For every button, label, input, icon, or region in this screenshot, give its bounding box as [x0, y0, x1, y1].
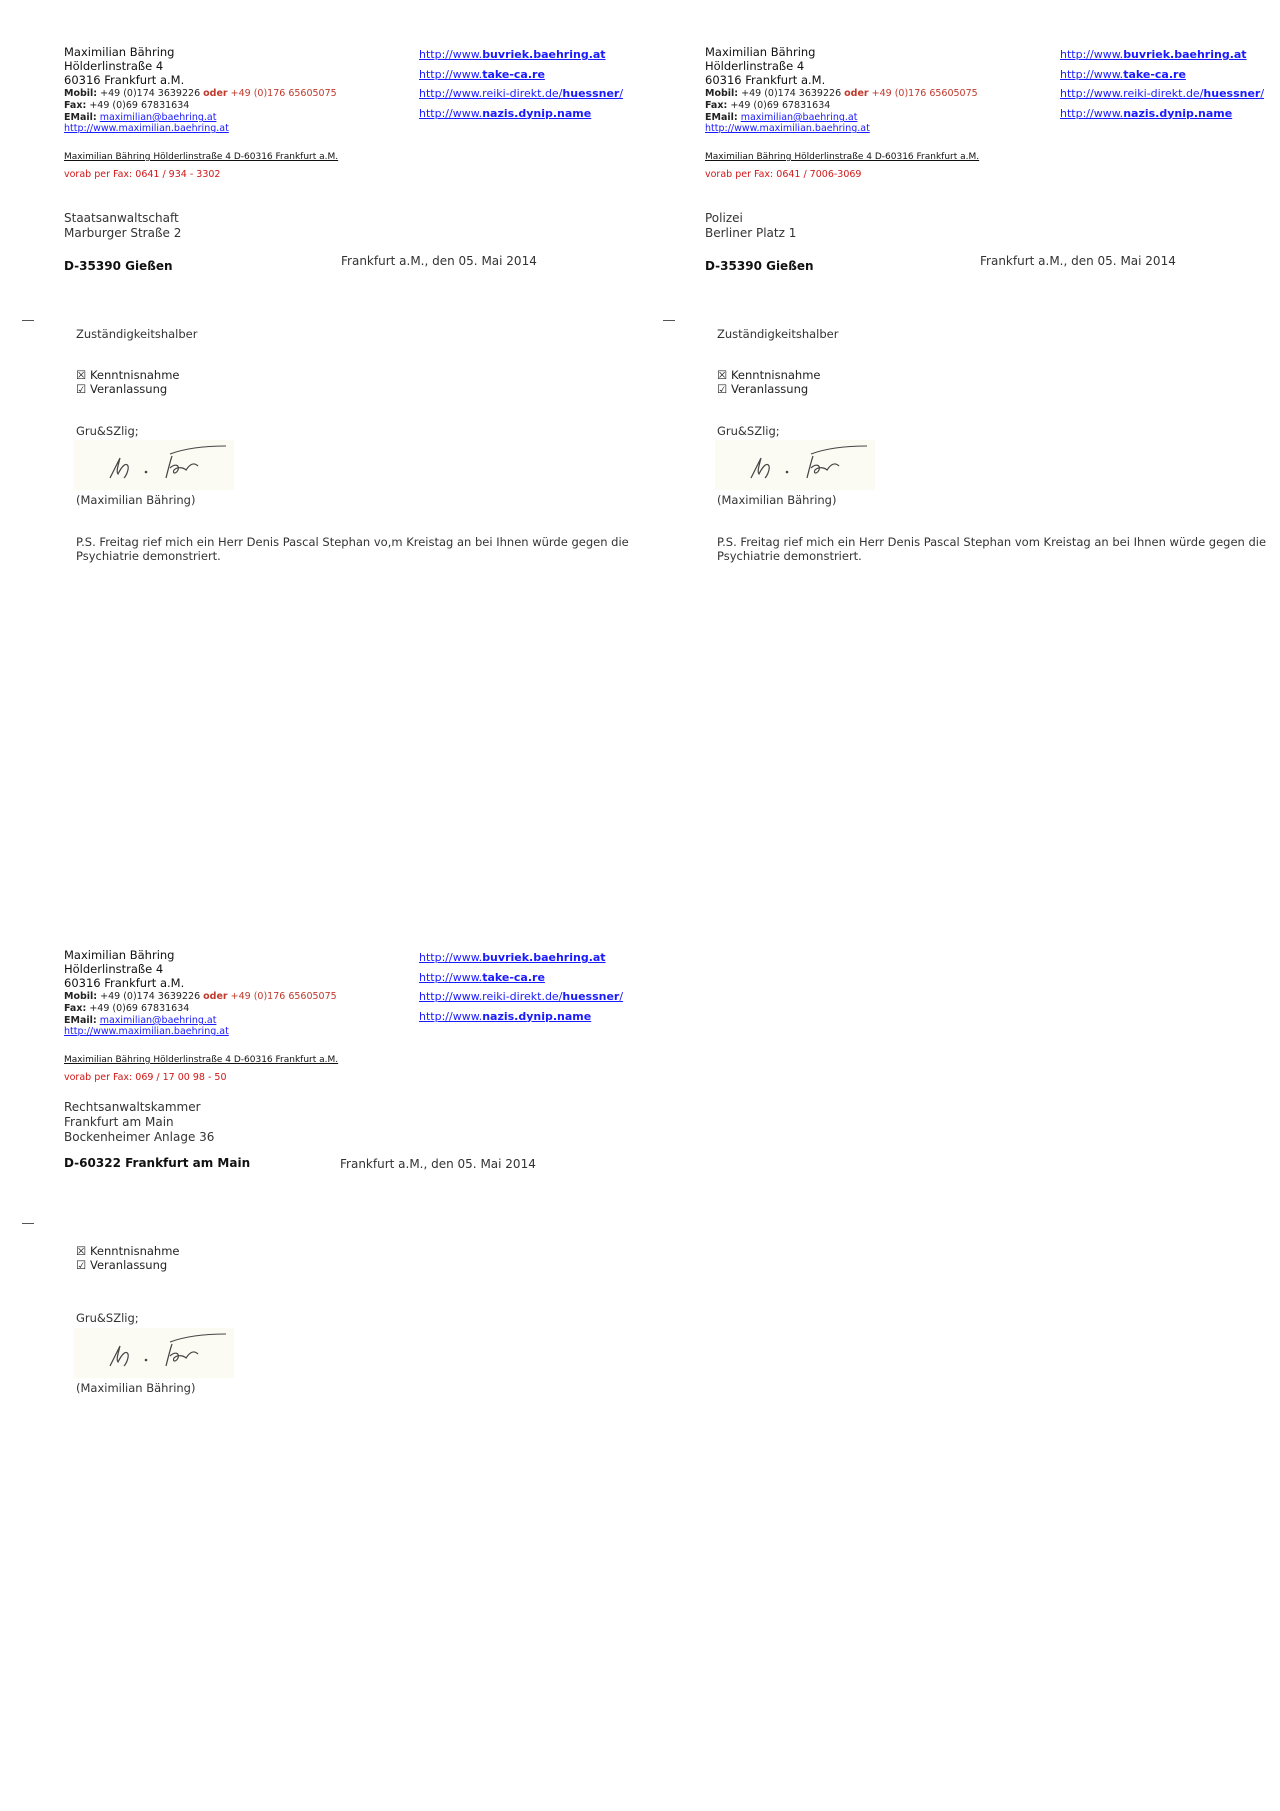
- sender-name: Maximilian Bähring: [705, 45, 816, 59]
- ps-line-2: Psychiatrie demonstriert.: [76, 549, 221, 563]
- email-label: EMail:: [64, 1015, 97, 1026]
- mobil-number-2: +49 (0)176 65605075: [871, 88, 978, 99]
- homepage-link[interactable]: http://www.maximilian.baehring.at: [64, 1026, 229, 1037]
- recipient-line-1: Rechtsanwaltskammer: [64, 1100, 201, 1114]
- homepage-link[interactable]: http://www.maximilian.baehring.at: [64, 123, 229, 134]
- link-reiki-direkt[interactable]: http://www.reiki-direkt.de/huessner/: [419, 990, 624, 1003]
- checkbox-kenntnisnahme: ☒ Kenntnisnahme: [76, 368, 180, 382]
- signature-image: [74, 1328, 234, 1378]
- ps-line-2: Psychiatrie demonstriert.: [717, 549, 862, 563]
- mobil-number-2: +49 (0)176 65605075: [230, 88, 337, 99]
- sender-city: 60316 Frankfurt a.M.: [64, 976, 185, 990]
- sender-email: [64, 112, 216, 124]
- link-reiki-direkt[interactable]: http://www.reiki-direkt.de/huessner/: [1060, 87, 1265, 100]
- sender-name: Maximilian Bähring: [64, 948, 175, 962]
- signature-name: (Maximilian Bähring): [717, 493, 837, 507]
- greeting: Gru&SZlig;: [76, 424, 139, 438]
- sender-homepage: [64, 123, 229, 135]
- mobil-oder: oder: [203, 991, 228, 1002]
- subject: Zuständigkeitshalber: [717, 327, 839, 341]
- recipient-city: D-35390 Gießen: [705, 259, 814, 273]
- signature-image: [74, 440, 234, 490]
- email-label: EMail:: [64, 112, 97, 123]
- homepage-link[interactable]: http://www.maximilian.baehring.at: [705, 123, 870, 134]
- mobil-number-2: +49 (0)176 65605075: [230, 991, 337, 1002]
- link-take-care[interactable]: http://www.take-ca.re: [419, 67, 545, 81]
- signature-name: (Maximilian Bähring): [76, 493, 196, 507]
- fax-number: +49 (0)69 67831634: [730, 100, 831, 111]
- ps-line-1: P.S. Freitag rief mich ein Herr Denis Pascal Stephan vo,m Kreistag an bei Ihnen würde gegen die: [76, 535, 629, 549]
- recipient-line-1: Staatsanwaltschaft: [64, 211, 179, 225]
- letter-rechtsanwaltskammer: [64, 948, 624, 1468]
- fold-mark: [22, 320, 34, 321]
- letter-polizei: [705, 45, 1265, 565]
- fax-label: Fax:: [705, 100, 728, 111]
- ps-line-1: P.S. Freitag rief mich ein Herr Denis Pascal Stephan vom Kreistag an bei Ihnen würde gegen die: [717, 535, 1267, 549]
- email-label: EMail:: [705, 112, 738, 123]
- sender-email: [705, 112, 857, 124]
- sender-city: 60316 Frankfurt a.M.: [64, 73, 185, 87]
- signature-name: (Maximilian Bähring): [76, 1381, 196, 1395]
- mobil-label: Mobil:: [64, 991, 98, 1002]
- mobil-label: Mobil:: [705, 88, 739, 99]
- sender-mobil: [705, 88, 978, 100]
- link-buvriek[interactable]: http://www.buvriek.baehring.at: [419, 48, 606, 61]
- fax-note: vorab per Fax: 0641 / 7006-3069: [705, 169, 862, 180]
- sender-name: Maximilian Bähring: [64, 45, 175, 59]
- mobil-oder: oder: [203, 88, 228, 99]
- recipient-line-2: Marburger Straße 2: [64, 226, 182, 240]
- recipient-city: D-60322 Frankfurt am Main: [64, 1156, 251, 1170]
- website-links: [419, 45, 623, 123]
- sender-email: [64, 1015, 216, 1027]
- checkbox-veranlassung: ☑ Veranlassung: [76, 382, 168, 396]
- fold-mark: [663, 320, 675, 321]
- recipient-line-3: Bockenheimer Anlage 36: [64, 1130, 215, 1144]
- sender-homepage: [705, 123, 870, 135]
- sender-mobil: [64, 88, 337, 100]
- fax-label: Fax:: [64, 1003, 87, 1014]
- link-take-care[interactable]: http://www.take-ca.re: [1060, 67, 1186, 81]
- subject: Zuständigkeitshalber: [76, 327, 198, 341]
- fax-note: vorab per Fax: 0641 / 934 - 3302: [64, 169, 221, 180]
- letter-date: Frankfurt a.M., den 05. Mai 2014: [341, 254, 537, 268]
- sender-street: Hölderlinstraße 4: [64, 59, 164, 73]
- mobil-number-1: +49 (0)174 3639226: [741, 88, 842, 99]
- link-reiki-direkt[interactable]: http://www.reiki-direkt.de/huessner/: [419, 87, 624, 100]
- fax-number: +49 (0)69 67831634: [89, 100, 190, 111]
- email-link[interactable]: maximilian@baehring.at: [99, 1015, 217, 1026]
- sender-fax: [705, 100, 830, 112]
- email-link[interactable]: maximilian@baehring.at: [99, 112, 217, 123]
- return-address: Maximilian Bähring Hölderlinstraße 4 D-60316 Frankfurt a.M.: [64, 1055, 339, 1065]
- sender-fax: [64, 1003, 189, 1015]
- checkbox-kenntnisnahme: ☒ Kenntnisnahme: [717, 368, 821, 382]
- fax-label: Fax:: [64, 100, 87, 111]
- greeting: Gru&SZlig;: [76, 1311, 139, 1325]
- link-nazis-dynip[interactable]: http://www.nazis.dynip.name: [419, 1009, 592, 1023]
- mobil-number-1: +49 (0)174 3639226: [100, 991, 201, 1002]
- link-buvriek[interactable]: http://www.buvriek.baehring.at: [1060, 48, 1247, 61]
- sender-mobil: [64, 991, 337, 1003]
- recipient-line-2: Berliner Platz 1: [705, 226, 797, 240]
- link-nazis-dynip[interactable]: http://www.nazis.dynip.name: [419, 106, 592, 120]
- letter-staatsanwaltschaft: [64, 45, 629, 565]
- fold-mark: [22, 1223, 34, 1224]
- letter-date: Frankfurt a.M., den 05. Mai 2014: [340, 1157, 536, 1171]
- mobil-number-1: +49 (0)174 3639226: [100, 88, 201, 99]
- sender-city: 60316 Frankfurt a.M.: [705, 73, 826, 87]
- website-links: [419, 948, 623, 1026]
- sender-fax: [64, 100, 189, 112]
- recipient-line-2: Frankfurt am Main: [64, 1115, 174, 1129]
- checkbox-veranlassung: ☑ Veranlassung: [76, 1258, 168, 1272]
- link-buvriek[interactable]: http://www.buvriek.baehring.at: [419, 951, 606, 964]
- link-take-care[interactable]: http://www.take-ca.re: [419, 970, 545, 984]
- mobil-oder: oder: [844, 88, 869, 99]
- sender-street: Hölderlinstraße 4: [64, 962, 164, 976]
- return-address: Maximilian Bähring Hölderlinstraße 4 D-60316 Frankfurt a.M.: [705, 152, 980, 162]
- fax-note: vorab per Fax: 069 / 17 00 98 - 50: [64, 1072, 227, 1083]
- return-address: Maximilian Bähring Hölderlinstraße 4 D-60316 Frankfurt a.M.: [64, 152, 339, 162]
- link-nazis-dynip[interactable]: http://www.nazis.dynip.name: [1060, 106, 1233, 120]
- greeting: Gru&SZlig;: [717, 424, 780, 438]
- fax-number: +49 (0)69 67831634: [89, 1003, 190, 1014]
- mobil-label: Mobil:: [64, 88, 98, 99]
- sender-street: Hölderlinstraße 4: [705, 59, 805, 73]
- checkbox-kenntnisnahme: ☒ Kenntnisnahme: [76, 1244, 180, 1258]
- recipient-line-1: Polizei: [705, 211, 743, 225]
- website-links: [1060, 45, 1264, 123]
- letter-date: Frankfurt a.M., den 05. Mai 2014: [980, 254, 1176, 268]
- recipient-city: D-35390 Gießen: [64, 259, 173, 273]
- checkbox-veranlassung: ☑ Veranlassung: [717, 382, 809, 396]
- email-link[interactable]: maximilian@baehring.at: [740, 112, 858, 123]
- sender-homepage: [64, 1026, 229, 1038]
- signature-image: [715, 440, 875, 490]
